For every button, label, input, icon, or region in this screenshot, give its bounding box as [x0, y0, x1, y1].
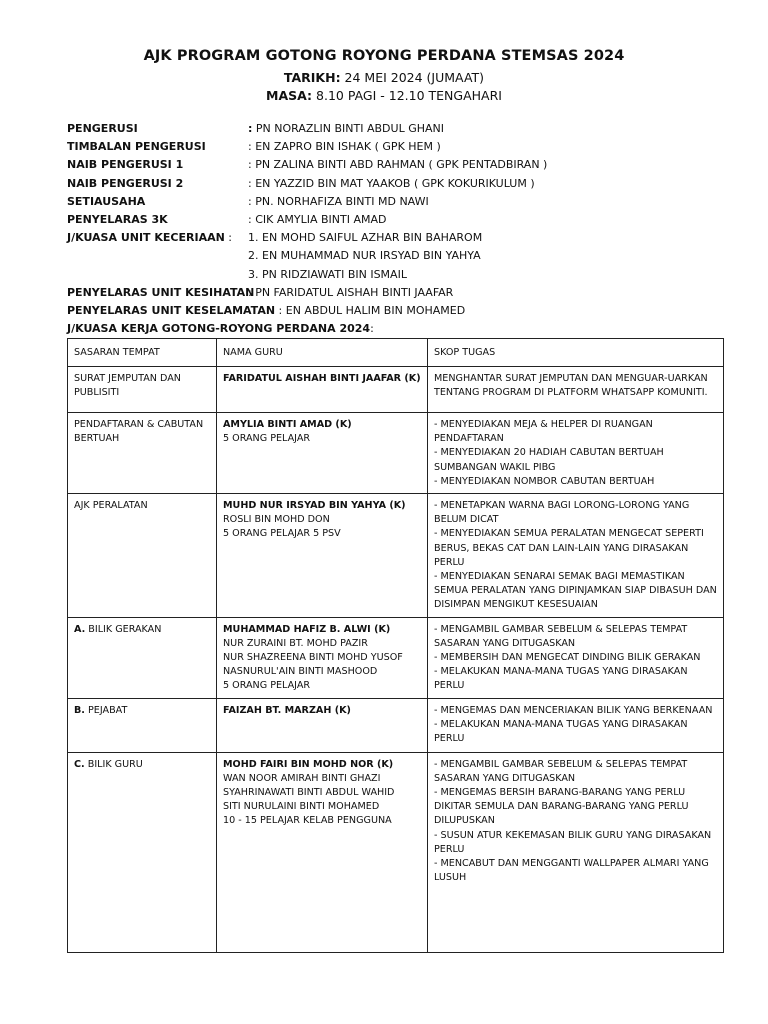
masa-line: [0, 88, 768, 103]
table-row: [68, 617, 724, 698]
task-item: - MENYEDIAKAN MEJA & HELPER DI RUANGAN PENDAFTARAN: [434, 419, 653, 445]
cell-sasaran-tempat: [68, 494, 217, 618]
cell-nama-guru: [217, 367, 428, 413]
committee-label: J/KUASA UNIT KECERIAAN :: [67, 231, 233, 245]
task-item: - MENGEMAS DAN MENCERIAKAN BILIK YANG BERKENAAN: [434, 704, 713, 716]
table-header-row: [68, 339, 724, 367]
task-item: - MENCABUT DAN MENGGANTI WALLPAPER ALMARI YANG LUSUH: [434, 858, 709, 884]
cell-skop-tugas: [428, 752, 724, 952]
member-name: NASNURUL'AIN BINTI MASHOOD: [223, 666, 378, 678]
committee-row-keselamatan: [67, 302, 747, 320]
keselamatan-line: PENYELARAS UNIT KESELAMATAN : EN ABDUL HALIM BIN MOHAMED: [67, 303, 466, 317]
cell-skop-tugas: [428, 617, 724, 698]
place-name: SURAT JEMPUTAN DAN PUBLISITI: [74, 373, 181, 399]
member-name: ROSLI BIN MOHD DON: [223, 514, 330, 526]
keceriaan-member: 1. EN MOHD SAIFUL AZHAR BIN BAHAROM: [248, 231, 483, 245]
cell-sasaran-tempat: [68, 367, 217, 413]
cell-nama-guru: [217, 617, 428, 698]
task-item: - MENYEDIAKAN SEMUA PERALATAN MENGECAT SEPERTI BERUS, BEKAS CAT DAN LAIN-LAIN YANG DIRASAKAN PERLU: [434, 528, 704, 568]
task-item: - MENGAMBIL GAMBAR SEBELUM & SELEPAS TEMPAT SASARAN YANG DITUGASKAN: [434, 623, 688, 649]
place-prefix: C.: [74, 758, 85, 770]
cell-nama-guru: [217, 698, 428, 752]
cell-sasaran-tempat: [68, 752, 217, 952]
committee-value: : PN NORAZLIN BINTI ABDUL GHANI: [248, 122, 444, 135]
committee-row-kerja: [67, 320, 747, 338]
committee-label: PENGERUSI: [67, 122, 138, 135]
committee-row-timbalan: [67, 138, 747, 156]
tarikh-line: [0, 70, 768, 85]
lead-teacher: FAIZAH BT. MARZAH (K): [223, 704, 351, 716]
tasks-table: [67, 338, 724, 953]
cell-skop-tugas: [428, 494, 724, 618]
table-row: [68, 367, 724, 413]
task-item: - MENYEDIAKAN NOMBOR CABUTAN BERTUAH: [434, 475, 655, 487]
task-item: - MENYEDIAKAN SENARAI SEMAK BAGI MEMASTIKAN SEMUA PERALATAN YANG DIPINJAMKAN SIAP DIBASUH DAN DISIMPAN MENGIKUT KESESUAIAN: [434, 571, 717, 611]
masa-value: 8.10 PAGI - 12.10 TENGAHARI: [312, 88, 502, 103]
committee-label: SETIAUSAHA: [67, 194, 146, 208]
place-name: AJK PERALATAN: [74, 500, 148, 512]
column-header: SASARAN TEMPAT: [68, 339, 217, 367]
task-item: - MELAKUKAN MANA-MANA TUGAS YANG DIRASAKAN PERLU: [434, 666, 688, 692]
committee-value: : EN YAZZID BIN MAT YAAKOB ( GPK KOKURIKULUM ): [248, 176, 535, 190]
committee-row-setiausaha: [67, 193, 747, 211]
committee-value: : CIK AMYLIA BINTI AMAD: [248, 212, 387, 226]
committee-value: : PN FARIDATUL AISHAH BINTI JAAFAR: [248, 285, 454, 299]
committee-row-keceriaan-2: [67, 247, 747, 265]
kerja-heading: J/KUASA KERJA GOTONG-ROYONG PERDANA 2024:: [67, 322, 374, 336]
committee-row-pengerusi: [67, 120, 747, 138]
keceriaan-member: 3. PN RIDZIAWATI BIN ISMAIL: [248, 267, 407, 281]
committee-value: : PN ZALINA BINTI ABD RAHMAN ( GPK PENTADBIRAN ): [248, 158, 548, 172]
cell-skop-tugas: [428, 413, 724, 494]
table-row: [68, 698, 724, 752]
place-name: BILIK GURU: [84, 758, 143, 770]
committee-value: : EN ZAPRO BIN ISHAK ( GPK HEM ): [248, 140, 441, 154]
task-item: - MENGAMBIL GAMBAR SEBELUM & SELEPAS TEMPAT SASARAN YANG DITUGASKAN: [434, 758, 688, 784]
keceriaan-member: 2. EN MUHAMMAD NUR IRSYAD BIN YAHYA: [248, 249, 481, 263]
task-item: - MENETAPKAN WARNA BAGI LORONG-LORONG YANG BELUM DICAT: [434, 500, 690, 526]
committee-row-keceriaan-3: [67, 266, 747, 284]
lead-teacher: MUHAMMAD HAFIZ B. ALWI (K): [223, 623, 391, 635]
member-name: 5 ORANG PELAJAR 5 PSV: [223, 528, 341, 540]
task-item: - MENGEMAS BERSIH BARANG-BARANG YANG PERLU DIKITAR SEMULA DAN BARANG-BARANG YANG PERLU DILUPUSKAN: [434, 787, 689, 827]
task-item: - MELAKUKAN MANA-MANA TUGAS YANG DIRASAKAN PERLU: [434, 718, 688, 745]
table-row: [68, 752, 724, 952]
cell-sasaran-tempat: [68, 413, 217, 494]
committee-label: PENYELARAS 3K: [67, 212, 168, 226]
member-name: 5 ORANG PELAJAR: [223, 680, 311, 692]
place-name: PENDAFTARAN & CABUTAN BERTUAH: [74, 419, 204, 445]
tarikh-value: 24 MEI 2024 (JUMAAT): [340, 70, 485, 85]
cell-skop-tugas: [428, 698, 724, 752]
table-row: [68, 494, 724, 618]
column-header: NAMA GURU: [217, 339, 428, 367]
task-item: - SUSUN ATUR KEKEMASAN BILIK GURU YANG DIRASAKAN PERLU: [434, 829, 712, 855]
cell-sasaran-tempat: [68, 617, 217, 698]
table-body: [68, 367, 724, 953]
committee-label: PENYELARAS UNIT KESIHATAN: [67, 285, 255, 299]
place-name: BILIK GERAKAN: [85, 623, 162, 635]
committee-row-naib1: [67, 156, 747, 174]
tarikh-label: TARIKH:: [283, 70, 341, 85]
member-name: NUR ZURAINI BT. MOHD PAZIR: [223, 637, 368, 649]
cell-sasaran-tempat: [68, 698, 217, 752]
member-name: WAN NOOR AMIRAH BINTI GHAZI: [223, 772, 381, 784]
member-name: SYAHRINAWATI BINTI ABDUL WAHID: [223, 787, 395, 799]
member-name: 10 - 15 PELAJAR KELAB PENGGUNA: [223, 815, 392, 827]
committee-row-penyelaras-3k: [67, 211, 747, 229]
cell-nama-guru: [217, 413, 428, 494]
lead-teacher: MOHD FAIRI BIN MOHD NOR (K): [223, 758, 394, 770]
lead-teacher: AMYLIA BINTI AMAD (K): [223, 419, 352, 430]
column-header: SKOP TUGAS: [428, 339, 724, 367]
member-name: 5 ORANG PELAJAR: [223, 433, 311, 445]
committee-list: [67, 120, 747, 338]
task-item: - MEMBERSIH DAN MENGECAT DINDING BILIK GERAKAN: [434, 652, 701, 664]
lead-teacher: FARIDATUL AISHAH BINTI JAAFAR (K): [223, 373, 421, 384]
table-row: [68, 413, 724, 494]
task-item: MENGHANTAR SURAT JEMPUTAN DAN MENGUAR-UARKAN TENTANG PROGRAM DI PLATFORM WHATSAPP KOMUNITI.: [434, 373, 708, 399]
lead-teacher: MUHD NUR IRSYAD BIN YAHYA (K): [223, 500, 406, 512]
masa-label: MASA:: [266, 88, 313, 103]
member-name: NUR SHAZREENA BINTI MOHD YUSOF: [223, 652, 403, 664]
member-name: SITI NURULAINI BINTI MOHAMED: [223, 801, 380, 813]
document-title: AJK PROGRAM GOTONG ROYONG PERDANA STEMSAS 2024: [143, 48, 625, 64]
place-prefix: B.: [74, 704, 85, 716]
committee-row-kesihatan: [67, 284, 747, 302]
committee-label: NAIB PENGERUSI 2: [67, 176, 184, 190]
cell-nama-guru: [217, 752, 428, 952]
committee-label: NAIB PENGERUSI 1: [67, 158, 184, 172]
committee-row-keceriaan: [67, 229, 747, 247]
committee-label: TIMBALAN PENGERUSI: [67, 140, 206, 154]
cell-skop-tugas: [428, 367, 724, 413]
committee-value: : PN. NORHAFIZA BINTI MD NAWI: [248, 194, 429, 208]
place-name: PEJABAT: [84, 704, 128, 716]
place-prefix: A.: [74, 623, 86, 635]
task-item: - MENYEDIAKAN 20 HADIAH CABUTAN BERTUAH SUMBANGAN WAKIL PIBG: [434, 447, 664, 473]
committee-row-naib2: [67, 175, 747, 193]
cell-nama-guru: [217, 494, 428, 618]
